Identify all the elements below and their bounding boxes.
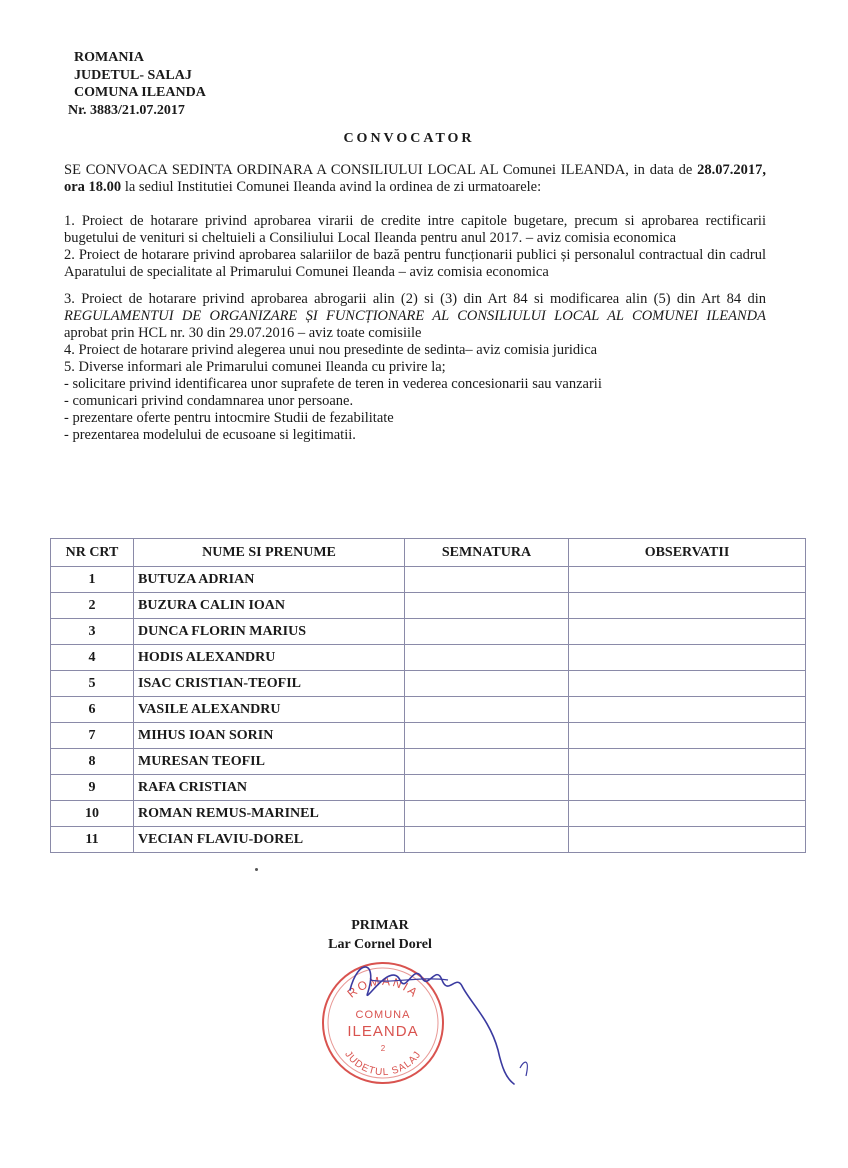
agenda-subitem-3: - prezentare oferte pentru intocmire Studii de fezabilitate bbox=[64, 410, 394, 426]
signature-block bbox=[300, 916, 460, 954]
document-header bbox=[68, 49, 206, 119]
mayor-title: PRIMAR bbox=[351, 918, 409, 933]
observations-cell bbox=[569, 697, 806, 723]
agenda-item-2: 2. Proiect de hotarare privind aprobarea salariilor de bază pentru funcționarii publici și personalul contractual din cadrul Aparatului de specialitate al Primarului Comunei Ileanda – aviz comisia economica bbox=[64, 247, 766, 280]
stamp-number: 2 bbox=[380, 1044, 386, 1053]
councillor-name: BUTUZA ADRIAN bbox=[134, 567, 405, 593]
attendance-table bbox=[50, 538, 806, 853]
observations-cell bbox=[569, 567, 806, 593]
table-row bbox=[51, 723, 806, 749]
county-line: JUDETUL- SALAJ bbox=[74, 67, 192, 83]
table-row bbox=[51, 593, 806, 619]
observations-cell bbox=[569, 645, 806, 671]
intro-text-1: SE CONVOACA SEDINTA ORDINARA A CONSILIULUI LOCAL AL Comunei ILEANDA, in data de bbox=[64, 162, 698, 178]
col-nr-header: NR CRT bbox=[51, 539, 134, 567]
observations-cell bbox=[569, 619, 806, 645]
signature-cell bbox=[405, 801, 569, 827]
table-row bbox=[51, 619, 806, 645]
agenda-subitem-4: - prezentarea modelului de ecusoane si legitimatii. bbox=[64, 427, 356, 443]
stray-dot bbox=[255, 868, 258, 871]
stamp-top-text: ROMANIA bbox=[344, 973, 422, 1001]
stamp-bottom-text: JUDETUL SALAJ bbox=[342, 1049, 424, 1079]
meeting-date-time: 28.07.2017, ora 18.00 bbox=[64, 162, 766, 195]
row-number: 5 bbox=[51, 671, 134, 697]
signature-cell bbox=[405, 749, 569, 775]
row-number: 1 bbox=[51, 567, 134, 593]
commune-line: COMUNA ILEANDA bbox=[74, 85, 206, 100]
agenda-item-5: 5. Diverse informari ale Primarului comunei Ileanda cu privire la; bbox=[64, 359, 446, 375]
councillor-name: VASILE ALEXANDRU bbox=[134, 697, 405, 723]
councillor-name: ROMAN REMUS-MARINEL bbox=[134, 801, 405, 827]
signature-cell bbox=[405, 775, 569, 801]
row-number: 4 bbox=[51, 645, 134, 671]
agenda-item-3-regulation: REGULAMENTUI DE ORGANIZARE ȘI FUNCȚIONARE AL CONSILIULUI LOCAL AL COMUNEI ILEANDA bbox=[64, 308, 766, 324]
observations-cell bbox=[569, 749, 806, 775]
stamp-commune-label: COMUNA bbox=[355, 1009, 411, 1021]
signature-cell bbox=[405, 827, 569, 853]
councillor-name: ISAC CRISTIAN-TEOFIL bbox=[134, 671, 405, 697]
row-number: 8 bbox=[51, 749, 134, 775]
table-row bbox=[51, 749, 806, 775]
observations-cell bbox=[569, 775, 806, 801]
observations-cell bbox=[569, 593, 806, 619]
councillor-name: HODIS ALEXANDRU bbox=[134, 645, 405, 671]
table-row bbox=[51, 801, 806, 827]
handwritten-signature bbox=[330, 950, 550, 1090]
agenda-item-3 bbox=[64, 291, 766, 342]
signature-cell bbox=[405, 723, 569, 749]
document-title: CONVOCATOR bbox=[343, 131, 475, 146]
agenda-item-3-text: 3. Proiect de hotarare privind aprobarea abrogarii alin (2) si (3) din Art 84 si modificarea alin (5) din Art 84 din bbox=[64, 291, 766, 307]
councillor-name: VECIAN FLAVIU-DOREL bbox=[134, 827, 405, 853]
table-row bbox=[51, 645, 806, 671]
row-number: 10 bbox=[51, 801, 134, 827]
councillor-name: MURESAN TEOFIL bbox=[134, 749, 405, 775]
table-row bbox=[51, 697, 806, 723]
agenda-item-3-approval: aprobat prin HCL nr. 30 din 29.07.2016 – aviz toate comisiile bbox=[64, 325, 422, 341]
row-number: 2 bbox=[51, 593, 134, 619]
stamp-commune-name: ILEANDA bbox=[347, 1023, 419, 1040]
col-name-header: NUME SI PRENUME bbox=[134, 539, 405, 567]
observations-cell bbox=[569, 827, 806, 853]
country-line: ROMANIA bbox=[74, 50, 144, 65]
table-row bbox=[51, 671, 806, 697]
signature-cell bbox=[405, 671, 569, 697]
row-number: 6 bbox=[51, 697, 134, 723]
agenda-item-1: 1. Proiect de hotarare privind aprobarea virarii de credite intre capitole bugetare, precum si aprobarea rectificarii bugetului de venituri si cheltuieli a Consiliului Local Ileanda pentru anul 2017. – aviz comisia economica bbox=[64, 213, 766, 246]
agenda-subitem-1: - solicitare privind identificarea unor suprafete de teren in vederea concesionarii sau vanzarii bbox=[64, 376, 602, 392]
councillor-name: RAFA CRISTIAN bbox=[134, 775, 405, 801]
table-row bbox=[51, 775, 806, 801]
signature-cell bbox=[405, 619, 569, 645]
observations-cell bbox=[569, 671, 806, 697]
row-number: 11 bbox=[51, 827, 134, 853]
intro-text-2: la sediul Institutiei Comunei Ileanda avind la ordinea de zi urmatoarele: bbox=[121, 179, 542, 195]
table-row bbox=[51, 567, 806, 593]
registration-number: Nr. 3883/21.07.2017 bbox=[68, 102, 185, 118]
intro-paragraph bbox=[64, 162, 766, 196]
document-title-wrap bbox=[0, 131, 848, 147]
table-row bbox=[51, 827, 806, 853]
signature-cell bbox=[405, 593, 569, 619]
agenda-subitem-2: - comunicari privind condamnarea unor persoane. bbox=[64, 393, 354, 409]
councillor-name: BUZURA CALIN IOAN bbox=[134, 593, 405, 619]
councillor-name: DUNCA FLORIN MARIUS bbox=[134, 619, 405, 645]
signature-cell bbox=[405, 645, 569, 671]
col-observations-header: OBSERVATII bbox=[569, 539, 806, 567]
row-number: 3 bbox=[51, 619, 134, 645]
mayor-name: Lar Cornel Dorel bbox=[328, 937, 432, 952]
col-signature-header: SEMNATURA bbox=[405, 539, 569, 567]
agenda-item-4: 4. Proiect de hotarare privind alegerea unui nou presedinte de sedinta– aviz comisia juridica bbox=[64, 342, 598, 358]
signature-cell bbox=[405, 697, 569, 723]
row-number: 9 bbox=[51, 775, 134, 801]
councillor-name: MIHUS IOAN SORIN bbox=[134, 723, 405, 749]
row-number: 7 bbox=[51, 723, 134, 749]
observations-cell bbox=[569, 801, 806, 827]
document-body bbox=[64, 162, 766, 444]
observations-cell bbox=[569, 723, 806, 749]
signature-cell bbox=[405, 567, 569, 593]
table-header-row bbox=[51, 539, 806, 567]
